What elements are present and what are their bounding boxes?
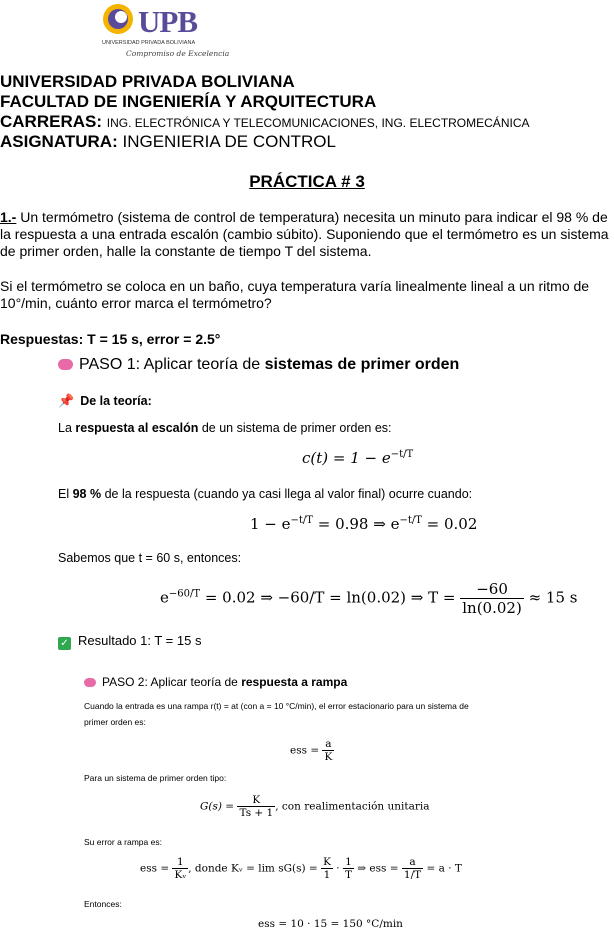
theory-label: 📌 De la teoría: bbox=[58, 393, 152, 408]
logo-upb-text: UPB bbox=[138, 4, 197, 39]
subject-value: INGENIERIA DE CONTROL bbox=[122, 132, 336, 151]
university-logo bbox=[96, 2, 230, 66]
careers-label: CARRERAS: bbox=[0, 112, 102, 131]
problem-number: 1.- bbox=[0, 209, 17, 225]
step1-line2: El 98 % de la respuesta (cuando ya casi llega al valor final) ocurre cuando: bbox=[58, 487, 473, 501]
step1-line1: La respuesta al escalón de un sistema de primer orden es: bbox=[58, 421, 392, 435]
equation-step-response: $c(t) = 1 - e^{-t/T}$ bbox=[302, 449, 414, 467]
header-careers bbox=[0, 112, 529, 133]
subject-label: ASIGNATURA: bbox=[0, 132, 118, 151]
step2-line2: Para un sistema de primer orden tipo: bbox=[84, 773, 227, 783]
careers-value: ING. ELECTRÓNICA Y TELECOMUNICACIONES, ING. ELECTROMECÁNICA bbox=[106, 116, 530, 130]
step2-line1b: primer orden es: bbox=[84, 717, 146, 727]
header-subject bbox=[0, 132, 336, 151]
logo-university-name: UNIVERSIDAD PRIVADA BOLIVIANA bbox=[102, 40, 196, 46]
pin-icon: 📌 bbox=[58, 393, 75, 408]
step2-line1: Cuando la entrada es una rampa r(t) = at (con a = 10 °C/min), el error estacionario para un sistema de bbox=[84, 701, 469, 711]
step2-title: PASO 2: Aplicar teoría de respuesta a rampa bbox=[84, 675, 347, 689]
brain-icon bbox=[58, 359, 73, 370]
logo-motto: Compromiso de Excelencia bbox=[126, 49, 230, 58]
problem-text: Un termómetro (sistema de control de temperatura) necesita un minuto para indicar el 98 % de la respuesta a una entrada escalón (cambio súbito). Suponiendo que el termómetro es un sistema de primer orden, halle la constante de tiempo T del sistema. bbox=[0, 209, 609, 259]
header-faculty: FACULTAD DE INGENIERÍA Y ARQUITECTURA bbox=[0, 92, 377, 111]
equation-ess-a-k: ess = $\frac{a}{K}$ bbox=[290, 738, 333, 763]
result-1: ✓ Resultado 1: T = 15 s bbox=[58, 633, 201, 650]
step2-line4: Entonces: bbox=[84, 899, 122, 909]
header-university: UNIVERSIDAD PRIVADA BOLIVIANA bbox=[0, 72, 295, 91]
answers-line: Respuestas: T = 15 s, error = 2.5° bbox=[0, 331, 221, 347]
equation-ramp-error: ess = $\frac{1}{\text{Kᵥ}}$ , donde Kᵥ = lim sG(s) = $\frac{K}{1}$ · $\frac{1}{T}$ ⇒ ess = $\frac{a}{1/T}$ = a · T bbox=[140, 856, 462, 881]
equation-final: ess = 10 · 15 = 150 °C/min bbox=[258, 918, 403, 930]
problem-statement-2: Si el termómetro se coloca en un baño, cuya temperatura varía linealmente lineal a un ritmo de 10°/min, cuánto error marca el termómetro? bbox=[0, 278, 590, 311]
equation-transfer-function: G(s) = $\frac{K}{Ts + 1}$ , con realimentación unitaria bbox=[200, 794, 430, 819]
equation-time-constant: $e^{-60/T} = 0.02$ ⇒ −60/T = ln(0.02) ⇒ T = $\frac{-60}{\ln(0.02)}$ ≈ 15 s bbox=[160, 580, 578, 617]
brain-icon-2 bbox=[84, 678, 96, 687]
problem-statement bbox=[0, 209, 614, 260]
step1-title: PASO 1: Aplicar teoría de sistemas de primer orden bbox=[58, 356, 459, 374]
practice-title: PRÁCTICA # 3 bbox=[249, 172, 365, 191]
upb-emblem-icon bbox=[100, 2, 136, 36]
equation-98-percent: $1 - e^{-t/T} = 0.98$ ⇒ $e^{-t/T} = 0.02$ bbox=[250, 515, 478, 533]
step2-line3: Su error a rampa es: bbox=[84, 837, 162, 847]
check-icon: ✓ bbox=[58, 637, 71, 650]
step1-line3: Sabemos que t = 60 s, entonces: bbox=[58, 551, 242, 565]
